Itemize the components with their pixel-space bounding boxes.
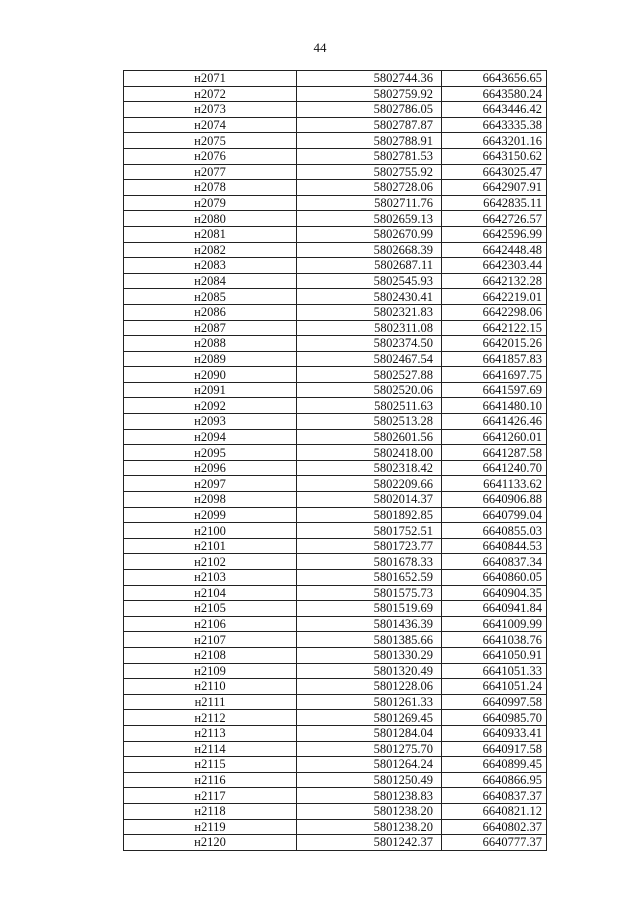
y-coordinate-cell: 6642835.11	[442, 195, 547, 211]
point-id-cell: н2117	[124, 788, 297, 804]
y-coordinate-cell: 6642448.48	[442, 242, 547, 258]
table-row	[124, 647, 547, 663]
y-coordinate-cell: 6640802.37	[442, 819, 547, 835]
y-coordinate-cell: 6640777.37	[442, 835, 547, 851]
table-row	[124, 476, 547, 492]
y-coordinate-cell: 6641857.83	[442, 351, 547, 367]
table-row	[124, 242, 547, 258]
point-id-cell: н2074	[124, 117, 297, 133]
y-coordinate-cell: 6640906.88	[442, 492, 547, 508]
y-coordinate-cell: 6642596.99	[442, 226, 547, 242]
table-row	[124, 164, 547, 180]
x-coordinate-cell: 5802786.05	[297, 102, 442, 118]
point-id-cell: н2083	[124, 258, 297, 274]
table-row	[124, 757, 547, 773]
x-coordinate-cell: 5801385.66	[297, 632, 442, 648]
point-id-cell: н2112	[124, 710, 297, 726]
table-row	[124, 741, 547, 757]
y-coordinate-cell: 6640855.03	[442, 523, 547, 539]
point-id-cell: н2082	[124, 242, 297, 258]
table-row	[124, 538, 547, 554]
x-coordinate-cell: 5802670.99	[297, 226, 442, 242]
x-coordinate-cell: 5802687.11	[297, 258, 442, 274]
table-row	[124, 117, 547, 133]
y-coordinate-cell: 6641051.24	[442, 679, 547, 695]
x-coordinate-cell: 5801238.83	[297, 788, 442, 804]
y-coordinate-cell: 6641009.99	[442, 616, 547, 632]
y-coordinate-cell: 6641050.91	[442, 647, 547, 663]
x-coordinate-cell: 5802318.42	[297, 460, 442, 476]
point-id-cell: н2118	[124, 803, 297, 819]
x-coordinate-cell: 5801678.33	[297, 554, 442, 570]
x-coordinate-cell: 5802728.06	[297, 180, 442, 196]
x-coordinate-cell: 5801320.49	[297, 663, 442, 679]
x-coordinate-cell: 5801752.51	[297, 523, 442, 539]
x-coordinate-cell: 5802755.92	[297, 164, 442, 180]
point-id-cell: н2107	[124, 632, 297, 648]
y-coordinate-cell: 6640917.58	[442, 741, 547, 757]
table-row	[124, 523, 547, 539]
point-id-cell: н2085	[124, 289, 297, 305]
table-row	[124, 429, 547, 445]
table-row	[124, 102, 547, 118]
point-id-cell: н2088	[124, 336, 297, 352]
point-id-cell: н2081	[124, 226, 297, 242]
point-id-cell: н2072	[124, 86, 297, 102]
point-id-cell: н2090	[124, 367, 297, 383]
point-id-cell: н2101	[124, 538, 297, 554]
y-coordinate-cell: 6641597.69	[442, 382, 547, 398]
x-coordinate-cell: 5801652.59	[297, 570, 442, 586]
y-coordinate-cell: 6640860.05	[442, 570, 547, 586]
point-id-cell: н2096	[124, 460, 297, 476]
point-id-cell: н2079	[124, 195, 297, 211]
x-coordinate-cell: 5801519.69	[297, 601, 442, 617]
y-coordinate-cell: 6642303.44	[442, 258, 547, 274]
point-id-cell: н2110	[124, 679, 297, 695]
point-id-cell: н2104	[124, 585, 297, 601]
x-coordinate-cell: 5801275.70	[297, 741, 442, 757]
table-row	[124, 507, 547, 523]
table-row	[124, 398, 547, 414]
point-id-cell: н2102	[124, 554, 297, 570]
point-id-cell: н2111	[124, 694, 297, 710]
point-id-cell: н2071	[124, 71, 297, 87]
x-coordinate-cell: 5802209.66	[297, 476, 442, 492]
x-coordinate-cell: 5801238.20	[297, 803, 442, 819]
y-coordinate-cell: 6640904.35	[442, 585, 547, 601]
table-row	[124, 414, 547, 430]
table-row	[124, 570, 547, 586]
x-coordinate-cell: 5802511.63	[297, 398, 442, 414]
y-coordinate-cell: 6641287.58	[442, 445, 547, 461]
table-row	[124, 710, 547, 726]
x-coordinate-cell: 5802545.93	[297, 273, 442, 289]
table-row	[124, 601, 547, 617]
table-row	[124, 320, 547, 336]
point-id-cell: н2073	[124, 102, 297, 118]
table-row	[124, 148, 547, 164]
table-row	[124, 725, 547, 741]
y-coordinate-cell: 6641697.75	[442, 367, 547, 383]
y-coordinate-cell: 6641426.46	[442, 414, 547, 430]
table-row	[124, 304, 547, 320]
y-coordinate-cell: 6641133.62	[442, 476, 547, 492]
table-row	[124, 803, 547, 819]
y-coordinate-cell: 6640799.04	[442, 507, 547, 523]
y-coordinate-cell: 6642298.06	[442, 304, 547, 320]
point-id-cell: н2091	[124, 382, 297, 398]
x-coordinate-cell: 5802601.56	[297, 429, 442, 445]
y-coordinate-cell: 6643446.42	[442, 102, 547, 118]
table-row	[124, 258, 547, 274]
y-coordinate-cell: 6642907.91	[442, 180, 547, 196]
table-row	[124, 382, 547, 398]
y-coordinate-cell: 6640985.70	[442, 710, 547, 726]
point-id-cell: н2103	[124, 570, 297, 586]
point-id-cell: н2080	[124, 211, 297, 227]
table-row	[124, 86, 547, 102]
x-coordinate-cell: 5801228.06	[297, 679, 442, 695]
y-coordinate-cell: 6642132.28	[442, 273, 547, 289]
point-id-cell: н2109	[124, 663, 297, 679]
table-row	[124, 632, 547, 648]
table-row	[124, 180, 547, 196]
y-coordinate-cell: 6643150.62	[442, 148, 547, 164]
point-id-cell: н2094	[124, 429, 297, 445]
point-id-cell: н2120	[124, 835, 297, 851]
table-row	[124, 367, 547, 383]
x-coordinate-cell: 5802668.39	[297, 242, 442, 258]
x-coordinate-cell: 5801723.77	[297, 538, 442, 554]
y-coordinate-cell: 6643580.24	[442, 86, 547, 102]
x-coordinate-cell: 5802430.41	[297, 289, 442, 305]
coordinates-table-body	[124, 71, 547, 851]
x-coordinate-cell: 5801330.29	[297, 647, 442, 663]
x-coordinate-cell: 5802744.36	[297, 71, 442, 87]
x-coordinate-cell: 5802321.83	[297, 304, 442, 320]
y-coordinate-cell: 6642219.01	[442, 289, 547, 305]
x-coordinate-cell: 5801436.39	[297, 616, 442, 632]
table-row	[124, 133, 547, 149]
y-coordinate-cell: 6640837.37	[442, 788, 547, 804]
point-id-cell: н2108	[124, 647, 297, 663]
x-coordinate-cell: 5802418.00	[297, 445, 442, 461]
x-coordinate-cell: 5801264.24	[297, 757, 442, 773]
x-coordinate-cell: 5802788.91	[297, 133, 442, 149]
x-coordinate-cell: 5801892.85	[297, 507, 442, 523]
table-row	[124, 663, 547, 679]
point-id-cell: н2075	[124, 133, 297, 149]
table-row	[124, 226, 547, 242]
point-id-cell: н2116	[124, 772, 297, 788]
point-id-cell: н2078	[124, 180, 297, 196]
point-id-cell: н2092	[124, 398, 297, 414]
point-id-cell: н2106	[124, 616, 297, 632]
point-id-cell: н2089	[124, 351, 297, 367]
x-coordinate-cell: 5802711.76	[297, 195, 442, 211]
y-coordinate-cell: 6641038.76	[442, 632, 547, 648]
y-coordinate-cell: 6642015.26	[442, 336, 547, 352]
x-coordinate-cell: 5802467.54	[297, 351, 442, 367]
point-id-cell: н2087	[124, 320, 297, 336]
table-row	[124, 585, 547, 601]
y-coordinate-cell: 6640997.58	[442, 694, 547, 710]
table-row	[124, 772, 547, 788]
table-row	[124, 835, 547, 851]
y-coordinate-cell: 6640844.53	[442, 538, 547, 554]
point-id-cell: н2077	[124, 164, 297, 180]
table-row	[124, 616, 547, 632]
y-coordinate-cell: 6643656.65	[442, 71, 547, 87]
x-coordinate-cell: 5802014.37	[297, 492, 442, 508]
x-coordinate-cell: 5802527.88	[297, 367, 442, 383]
table-row	[124, 195, 547, 211]
table-row	[124, 788, 547, 804]
x-coordinate-cell: 5801575.73	[297, 585, 442, 601]
y-coordinate-cell: 6641240.70	[442, 460, 547, 476]
table-row	[124, 492, 547, 508]
point-id-cell: н2119	[124, 819, 297, 835]
x-coordinate-cell: 5802520.06	[297, 382, 442, 398]
point-id-cell: н2098	[124, 492, 297, 508]
table-row	[124, 554, 547, 570]
point-id-cell: н2099	[124, 507, 297, 523]
x-coordinate-cell: 5802781.53	[297, 148, 442, 164]
y-coordinate-cell: 6640941.84	[442, 601, 547, 617]
y-coordinate-cell: 6641260.01	[442, 429, 547, 445]
x-coordinate-cell: 5802759.92	[297, 86, 442, 102]
point-id-cell: н2115	[124, 757, 297, 773]
x-coordinate-cell: 5802659.13	[297, 211, 442, 227]
point-id-cell: н2100	[124, 523, 297, 539]
y-coordinate-cell: 6641480.10	[442, 398, 547, 414]
table-row	[124, 289, 547, 305]
point-id-cell: н2113	[124, 725, 297, 741]
x-coordinate-cell: 5802374.50	[297, 336, 442, 352]
x-coordinate-cell: 5802311.08	[297, 320, 442, 336]
table-row	[124, 819, 547, 835]
point-id-cell: н2086	[124, 304, 297, 320]
y-coordinate-cell: 6643025.47	[442, 164, 547, 180]
point-id-cell: н2093	[124, 414, 297, 430]
point-id-cell: н2105	[124, 601, 297, 617]
table-row	[124, 460, 547, 476]
point-id-cell: н2114	[124, 741, 297, 757]
x-coordinate-cell: 5802787.87	[297, 117, 442, 133]
x-coordinate-cell: 5801238.20	[297, 819, 442, 835]
coordinates-table	[123, 70, 547, 851]
x-coordinate-cell: 5801269.45	[297, 710, 442, 726]
point-id-cell: н2076	[124, 148, 297, 164]
x-coordinate-cell: 5801261.33	[297, 694, 442, 710]
table-row	[124, 679, 547, 695]
y-coordinate-cell: 6640821.12	[442, 803, 547, 819]
table-row	[124, 71, 547, 87]
y-coordinate-cell: 6643335.38	[442, 117, 547, 133]
y-coordinate-cell: 6641051.33	[442, 663, 547, 679]
y-coordinate-cell: 6640933.41	[442, 725, 547, 741]
point-id-cell: н2084	[124, 273, 297, 289]
x-coordinate-cell: 5802513.28	[297, 414, 442, 430]
point-id-cell: н2095	[124, 445, 297, 461]
page-number: 44	[313, 40, 327, 55]
x-coordinate-cell: 5801284.04	[297, 725, 442, 741]
table-row	[124, 694, 547, 710]
table-row	[124, 351, 547, 367]
y-coordinate-cell: 6642726.57	[442, 211, 547, 227]
y-coordinate-cell: 6642122.15	[442, 320, 547, 336]
x-coordinate-cell: 5801250.49	[297, 772, 442, 788]
y-coordinate-cell: 6640866.95	[442, 772, 547, 788]
table-row	[124, 211, 547, 227]
y-coordinate-cell: 6643201.16	[442, 133, 547, 149]
y-coordinate-cell: 6640899.45	[442, 757, 547, 773]
table-row	[124, 445, 547, 461]
table-row	[124, 273, 547, 289]
table-row	[124, 336, 547, 352]
y-coordinate-cell: 6640837.34	[442, 554, 547, 570]
x-coordinate-cell: 5801242.37	[297, 835, 442, 851]
point-id-cell: н2097	[124, 476, 297, 492]
